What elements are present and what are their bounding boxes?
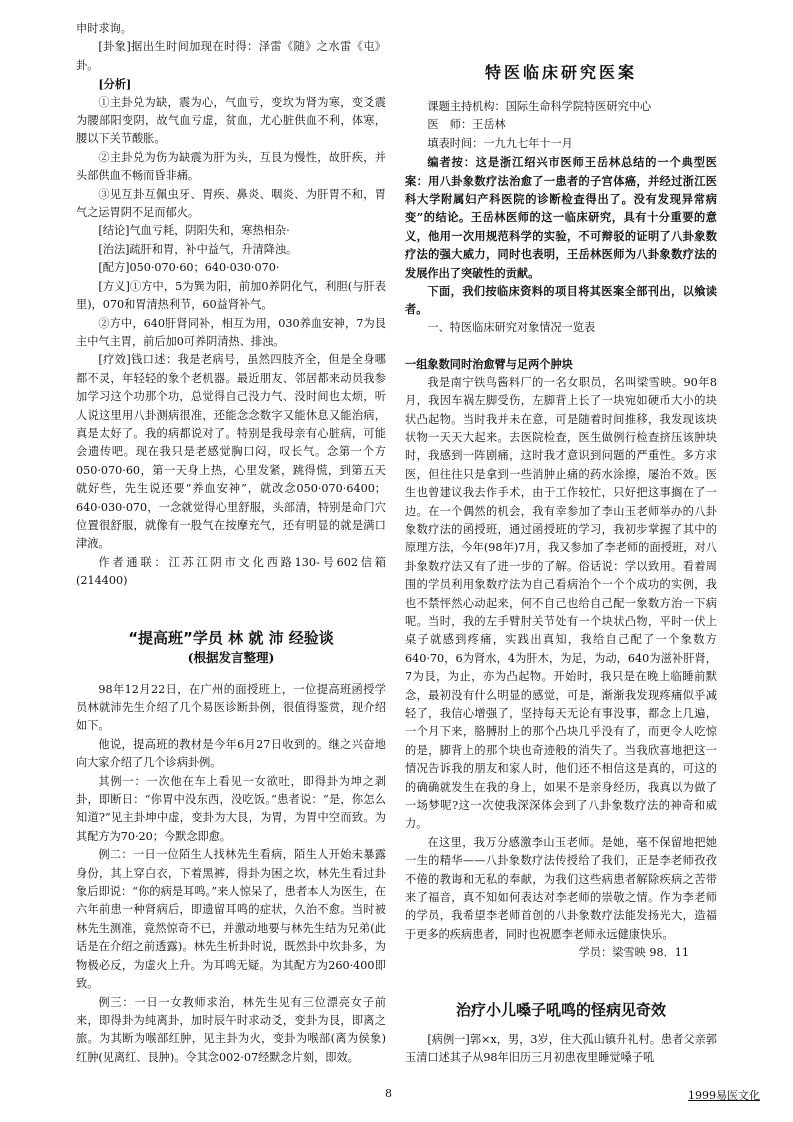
effect-para: [疗效]钱口述：我是老病号，虽然四肢齐全，但是全身哪都不灵，年轻轻的象个老机器。最近朋友、邻居都来动员我参加学习这个功那个功，总觉得自己没力气、没时间也太烦，听人说这里用八卦测病很准，还能念念数字又能休息又能治病，真是太好了。我的病都说对了。特别是我母亲有心脏病，可能会遗传吧。现在我只是老感觉胸口闷，叹长气。念第一个方050·070·60，第一天身上热，心里发紧，跳得慌，到第五天就好些，先生说还要“养血安神”，就改念050·070·6400；640·030·070，一念就觉得心里舒服，头部清，特别是命门穴位置很舒服，就像有一股气在按摩充气，还有明显的就是满口津液。 [76, 353, 386, 551]
article-title: “提高班”学员 林 就 沛 经验谈 [128, 628, 334, 647]
analysis-heading: [分析] [98, 77, 132, 92]
case-para: 在这里，我万分感激李山玉老师。是她，毫不保留地把她一生的精华——八卦象数疗法传授给了我们，正是李老师孜孜不倦的教诲和无私的奉献，为我们这些病患者解除疾病之苦带来了福音，真不知如何表达对李老师的崇敬之情。作为李老师的学员，我希望李老师首创的八卦象数疗法能发扬光大，造福于更多的疾病患者，同时也祝愿李老师永远健康快乐。 [405, 835, 717, 941]
meta-line: 课题主持机构：国际生命科学院特医研究中心 [427, 100, 652, 113]
analysis-3: ③见互卦互佩虫牙、胃疾、鼻炎、咽炎、为肝胃不和，胃气之运胃阴不足而郁火。 [76, 187, 386, 220]
article-subtitle: (根据发言整理) [187, 649, 275, 665]
method-1: [方义]①方中，5为巽为阳，前加0养阴化气，利胆(与肝表里)，070和胃清热利节，60益肾补气。 [76, 279, 386, 312]
section-one: 一、特医临床研究对象情况一览表 [427, 320, 596, 334]
method-2: ②方中，640肝肾同补，相互为用，030养血安神，7为艮主中气主胃，前后加0可养阴清热、排浊。 [76, 316, 386, 348]
article-para: 他说，提高班的教材是今年6月27日收到的。继之兴奋地向大家介绍了几个诊病卦例。 [76, 737, 386, 770]
case3-para: [病例一]郭×x，男，3岁，住大孤山镇升礼村。患者父亲郭玉清口述其子从98年旧历三月初患夜里睡觉嗓子吼 [405, 1032, 717, 1065]
analysis-1: ①主卦兑为缺，震为心，气血亏，变坎为肾为寒，变爻震为腰部阳变阴，故气血亏虚，贫血，尤心脏供血不利，体寒，腰以下关节酸胀。 [76, 95, 386, 146]
guaxiang-para: [卦象]据出生时间加现在时得：泽雷《随》之水雷《屯》卦。 [76, 40, 386, 72]
case-para: 我是南宁铁鸟酱料厂的一名女职员，名叫梁雪映。90年8月，我因车祸左脚受伤，左脚背上长了一块宛如硬币大小的块状凸起物。当时我并未在意，可是随着时间推移，我发现该块状物一天天大起来。去医院检查，医生做例行检查挤压该肿块时，我感到一阵剧痛，这时我才意识到问题的严重性。多方求医，但往往只是拿到一些消肿止痛的药水涂擦，屡治不效。医生也曾建议我去作手术，由于工作较忙，只好把这事搁在了一边。在一个偶然的机会，我有幸参加了李山玉老师举办的八卦象数疗法的函授班，通过函授班的学习，我初步掌握了其中的原理方法，今年(98年)7月，我又参加了李老师的面授班，对八卦象数疗法又有了进一步的了解。俗话说：学以致用。看着周围的学员利用象数疗法为自己看病治个一个个成功的实例，我也不禁怦然心动起来，何不自己也给自己配一象数方治一下病呢。当时，我的左手臂肘关节处有一个块状凸物，平时一伏上桌子就感到疼痛，实践出真知，我给自己配了一个象数方640·70，6为肾水，4为肝木，为足，为动，640为滋补肝肾，7为艮，为止，亦为凸起物。开始时，我只是在晚上临睡前默念，最初没有什么明显的感觉，可是，渐渐我发现疼痛似乎减轻了，我信心增强了，坚持每天无论有事没事，都念上几遍，一个月下来，胳膊肘上的那个凸块几乎没有了，而更令人吃惊的是，脚背上的那个块也奇迹般的消失了。当我欣喜地把这一情况告诉我的朋友和家人时，他们还不相信这是真的，可这的的确确就发生在我的身上，如果不是亲身经历，我真以为做了一场梦呢?这一次使我深深体会到了八卦象数疗法的神奇和威力。 [405, 375, 717, 831]
article-para: 例二：一日一位陌生人找林先生看病，陌生人开始未暴露身份，其上穿白衣，下着黑裤，得卦为困之坎，林先生看过卦象后即说：“你的病是耳鸣。”来人惊呆了，患者本人为医生，在六年前患一种肾病后，即遗留耳鸣的症状，久治不愈。当时被林先生测准，竟然惊奇不已，并激动地要与林先生结为兄弟(此话是在介绍之前透露)。林先生析卦时说，既然卦中坎卦多，为物极必反，为虚火上升。为耳鸣无疑。为其配方为260·400即致。 [76, 848, 386, 991]
editor-note: 编者按：这是浙江绍兴市医师王岳林总结的一个典型医案：用八卦象数疗法治愈了一患者的子宫体癌，并经过浙江医科大学附属妇产科医院的诊断检查得出了。没有发现异常病变”的结论。王岳林医师的这一临床研究，具有十分重要的意义，他用一次用规范科学的实验，不可辩驳的证明了八卦象数疗法的强大威力，同时也表明，王岳林医师为八卦象数疗法的发展作出了突破性的贡献。 [405, 155, 717, 280]
case-title: 一组象数同时治愈臂与足两个肿块 [405, 357, 573, 372]
article-title-3: 治疗小儿嗓子吼鸣的怪病见奇效 [455, 1000, 666, 1019]
case-signature: 学员：梁雪映 98．11 [578, 946, 689, 960]
article-para: 98年12月22日，在广州的面授班上，一位提高班函授学员林就沛先生介绍了几个易医诊断卦例，很值得鉴赏，现介绍如下。 [76, 682, 386, 733]
editor-note-2: 下面，我们按临床资料的项目将其医案全部刊出，以飨读者。 [405, 284, 717, 317]
section-title: 特医临床研究医案 [484, 63, 637, 82]
article-para: 例三：一日一女教师求治，林先生见有三位漂亮女子前来，即得卦为纯离卦，加时辰午时求动爻，变卦为艮，即离之旅。为其断为喉部红肿，见主卦为火，变卦为喉部(离为侯象)红肿(见离红、艮肿)。令其念002·07经默念片刻，即效。 [76, 995, 386, 1064]
publisher-mark: 1999易医文化 [688, 1089, 760, 1102]
formula: [配方]050·070·60；640·030·070· [98, 261, 280, 275]
analysis-2: ②主卦兑为伤为缺震为肝为头，互艮为慢性，故肝疾，并头部供血不畅而昏非痛。 [76, 150, 386, 183]
meta-line: 填表时间：一九九七年十一月 [427, 136, 573, 150]
left-column [76, 20, 386, 1067]
conclusion: [结论]气血亏耗，阴阳失和，寒热相杂· [98, 224, 290, 238]
top-para-end: 申时求询。 [76, 22, 132, 35]
meta-line: 医 师：王岳林 [427, 118, 506, 132]
page-number: 8 [385, 1087, 392, 1100]
author-address: 作者通联：江苏江阴市文化西路130-号602信箱(214400) [76, 555, 386, 588]
article-para: 其例一：一次他在车上看见一女欲吐，即得卦为坤之剥卦，即断日：“你胃中没东西，没吃饭。”患者说：“是，你怎么知道?”见主卦坤中虚，变卦为大艮，为胃，为胃中空而致。为其配方为70·20；今默念即愈。 [76, 774, 386, 843]
treatment: [治法]疏肝和胃，补中益气，升清降浊。 [98, 242, 298, 256]
right-column [405, 20, 717, 1068]
